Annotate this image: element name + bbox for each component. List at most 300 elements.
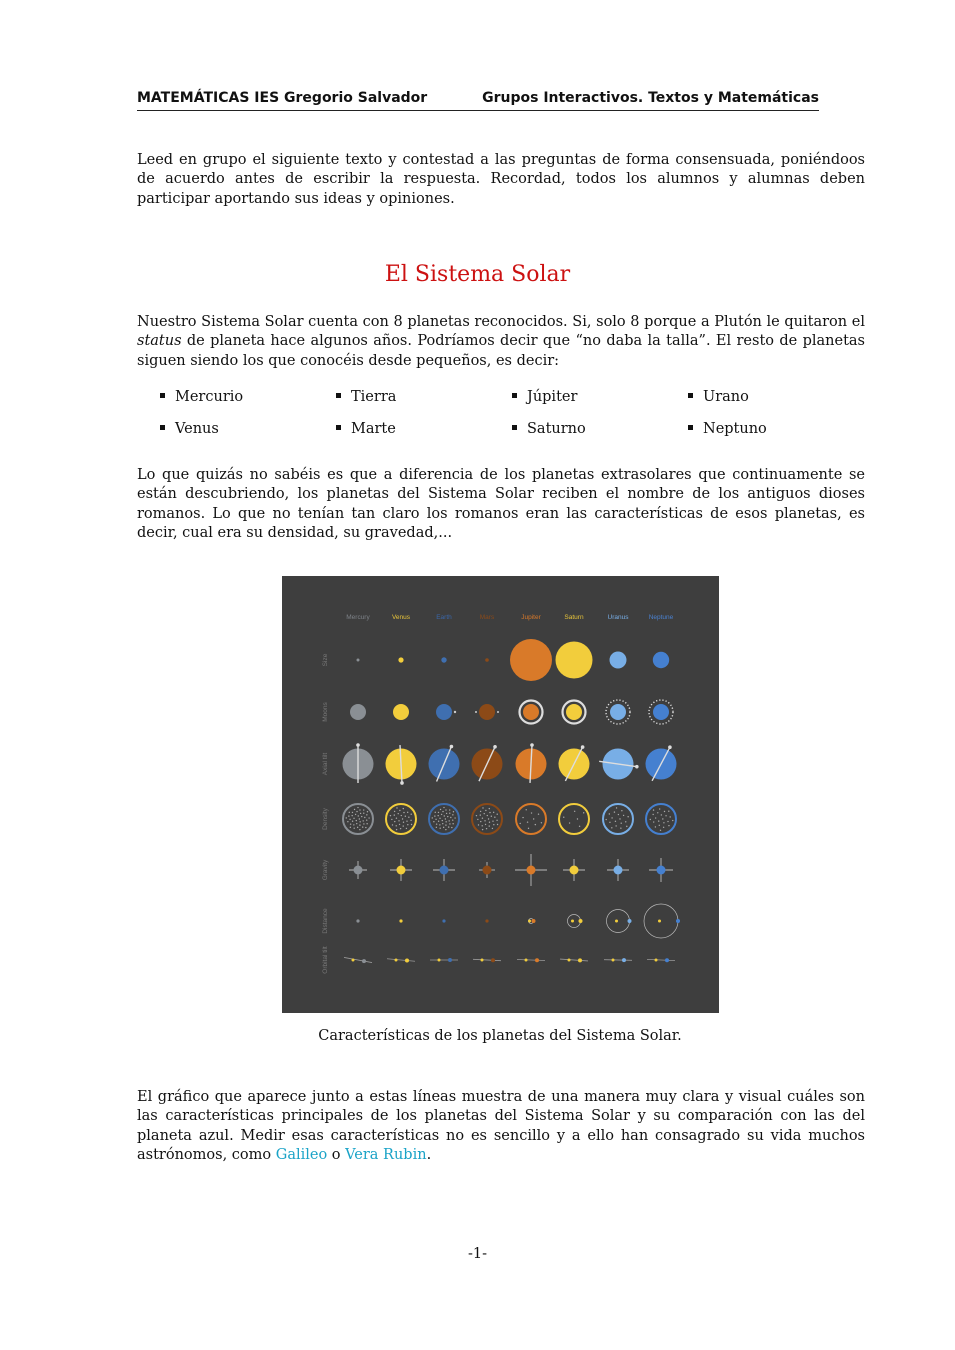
- density-dot: [522, 817, 523, 818]
- bullet-icon: [160, 425, 165, 430]
- density-dot: [445, 829, 446, 830]
- density-dot: [453, 811, 454, 812]
- density-dot: [367, 811, 368, 812]
- list-item-label: Tierra: [351, 389, 397, 405]
- density-dot: [611, 817, 612, 818]
- density-dot: [616, 807, 617, 808]
- density-dot: [480, 811, 481, 812]
- density-dot: [356, 820, 357, 821]
- page-number: -1-: [467, 1246, 488, 1262]
- density-dot: [398, 813, 399, 814]
- density-dot: [350, 827, 351, 828]
- density-dot: [394, 821, 395, 822]
- density-dot: [454, 817, 455, 818]
- density-dot: [359, 829, 360, 830]
- density-dot: [361, 816, 362, 817]
- link-vera-rubin[interactable]: Vera Rubin: [345, 1147, 427, 1164]
- density-dot: [626, 826, 627, 827]
- density-dot: [368, 817, 369, 818]
- distance-planet: [442, 919, 445, 922]
- sun-mark: [525, 959, 528, 962]
- density-dot: [348, 815, 349, 816]
- density-dot: [440, 809, 441, 810]
- density-dot: [489, 812, 490, 813]
- density-dot: [480, 814, 481, 815]
- density-dot: [621, 810, 622, 811]
- density-dot: [491, 816, 492, 817]
- size-mark: [398, 657, 403, 662]
- density-dot: [443, 827, 444, 828]
- density-dot: [346, 817, 347, 818]
- sun-mark: [352, 959, 355, 962]
- density-dot: [496, 820, 497, 821]
- section-title: El Sistema Solar: [384, 262, 571, 287]
- density-dot: [411, 824, 412, 825]
- density-dot: [407, 812, 408, 813]
- moons-planet: [610, 704, 626, 720]
- distance-planet: [485, 919, 488, 922]
- size-mark: [357, 659, 360, 662]
- paragraph-1-before: Nuestro Sistema Solar cuenta con 8 planetas reconocidos. Si, solo 8 porque a Plutón le quitaron el: [137, 314, 865, 330]
- density-dot: [519, 823, 520, 824]
- density-planet: [603, 804, 633, 834]
- sun-mark: [395, 959, 398, 962]
- density-dot: [663, 827, 664, 828]
- density-dot: [363, 809, 364, 810]
- density-dot: [445, 821, 446, 822]
- density-dot: [355, 814, 356, 815]
- density-dot: [406, 820, 407, 821]
- density-dot: [488, 818, 489, 819]
- density-dot: [577, 818, 578, 819]
- density-dot: [621, 822, 622, 823]
- density-dot: [363, 823, 364, 824]
- list-item: [336, 389, 396, 405]
- density-dot: [398, 820, 399, 821]
- density-dot: [439, 818, 440, 819]
- list-item-label: Saturno: [527, 421, 586, 437]
- density-dot: [655, 817, 656, 818]
- density-dot: [442, 823, 443, 824]
- density-dot: [352, 821, 353, 822]
- density-dot: [627, 816, 628, 817]
- list-item: [688, 421, 767, 437]
- density-dot: [353, 827, 354, 828]
- density-dot: [403, 822, 404, 823]
- density-planet: [472, 804, 502, 834]
- density-dot: [445, 809, 446, 810]
- density-dot: [364, 817, 365, 818]
- sun-mark: [438, 959, 441, 962]
- row-label: Orbital tilt: [322, 946, 329, 974]
- paragraph-1-italic: status: [137, 333, 182, 350]
- moons-planet: [479, 704, 495, 720]
- density-dot: [405, 816, 406, 817]
- orbital-tilt-line: [387, 959, 415, 961]
- row-label: Size: [322, 653, 329, 667]
- density-dot: [615, 825, 616, 826]
- orbital-tilt-line: [517, 960, 545, 961]
- orbital-tilt-line: [560, 959, 588, 961]
- density-dot: [391, 819, 392, 820]
- density-dot: [528, 828, 529, 829]
- list-item: [512, 421, 586, 437]
- density-dot: [476, 815, 477, 816]
- header-right: Grupos Interactivos. Textos y Matemáticas: [482, 90, 819, 106]
- density-dot: [362, 820, 363, 821]
- orbital-tilt-line: [647, 959, 675, 960]
- axis-tip: [400, 781, 404, 785]
- paragraph-3: [137, 1088, 865, 1166]
- density-dot: [482, 807, 483, 808]
- density-dot: [660, 830, 661, 831]
- axis-tip: [668, 745, 672, 749]
- paragraph-3-end: .: [426, 1147, 432, 1164]
- density-dot: [486, 828, 487, 829]
- density-dot: [492, 828, 493, 829]
- density-dot: [445, 818, 446, 819]
- density-dot: [403, 808, 404, 809]
- row-label: Moons: [322, 702, 329, 722]
- density-dot: [365, 827, 366, 828]
- density-dot: [352, 812, 353, 813]
- density-dot: [435, 812, 436, 813]
- planet-column-label: Neptune: [648, 614, 674, 621]
- density-dot: [432, 817, 433, 818]
- orbital-tilt-planet: [362, 959, 366, 963]
- distance-planet: [579, 919, 583, 923]
- orbital-tilt-planet: [622, 958, 626, 962]
- density-dot: [668, 825, 669, 826]
- density-dot: [392, 824, 393, 825]
- density-dot: [444, 815, 445, 816]
- sun-mark: [655, 959, 658, 962]
- density-dot: [619, 818, 620, 819]
- density-dot: [363, 813, 364, 814]
- planet-list: [160, 389, 860, 449]
- density-dot: [482, 825, 483, 826]
- planet-column-label: Mercury: [346, 614, 370, 621]
- paragraph-1-after: de planeta hace algunos años. Podríamos decir que “no daba la talla”. El resto de planetas siguen siendo los que conocéis desde pequeños, es decir:: [137, 333, 865, 369]
- density-dot: [359, 818, 360, 819]
- density-dot: [615, 821, 616, 822]
- bullet-icon: [512, 425, 517, 430]
- density-dot: [411, 814, 412, 815]
- density-dot: [402, 818, 403, 819]
- orbital-tilt-line: [604, 960, 632, 961]
- distance-planet: [399, 919, 402, 922]
- density-dot: [448, 820, 449, 821]
- density-dot: [665, 815, 666, 816]
- orbital-tilt-planet: [405, 959, 409, 963]
- density-dot: [350, 823, 351, 824]
- density-dot: [583, 812, 584, 813]
- density-dot: [442, 811, 443, 812]
- density-dot: [349, 819, 350, 820]
- density-dot: [526, 809, 527, 810]
- density-dot: [449, 813, 450, 814]
- axis-tip: [581, 745, 585, 749]
- list-item: [512, 389, 577, 405]
- axis-tip: [635, 765, 639, 769]
- density-dot: [535, 824, 536, 825]
- density-dot: [441, 814, 442, 815]
- density-dot: [614, 811, 615, 812]
- density-dot: [611, 827, 612, 828]
- density-dot: [359, 821, 360, 822]
- density-dot: [446, 813, 447, 814]
- density-dot: [668, 811, 669, 812]
- density-dot: [480, 821, 481, 822]
- bullet-icon: [160, 393, 165, 398]
- distance-planet: [628, 919, 632, 923]
- density-dot: [579, 826, 580, 827]
- density-dot: [451, 827, 452, 828]
- density-dot: [448, 826, 449, 827]
- density-dot: [436, 827, 437, 828]
- figure-caption: Características de los planetas del Sistema Solar.: [318, 1028, 682, 1044]
- density-dot: [485, 824, 486, 825]
- size-mark: [441, 657, 446, 662]
- paragraph-3-mid: o: [327, 1147, 346, 1164]
- density-dot: [478, 824, 479, 825]
- list-item: [160, 389, 243, 405]
- bullet-icon: [336, 425, 341, 430]
- density-dot: [390, 815, 391, 816]
- density-dot: [439, 827, 440, 828]
- density-dot: [482, 817, 483, 818]
- density-dot: [484, 820, 485, 821]
- density-dot: [489, 808, 490, 809]
- density-dot: [605, 819, 606, 820]
- density-dot: [658, 820, 659, 821]
- gravity-planet: [614, 866, 623, 875]
- density-dot: [625, 821, 626, 822]
- density-dot: [366, 814, 367, 815]
- orbital-tilt-line: [473, 959, 501, 960]
- moon-mark: [497, 711, 499, 713]
- size-mark: [510, 639, 552, 681]
- density-dot: [652, 814, 653, 815]
- density-dot: [359, 809, 360, 810]
- gravity-planet: [354, 866, 363, 875]
- moons-planet: [523, 704, 539, 720]
- density-dot: [667, 821, 668, 822]
- density-dot: [360, 813, 361, 814]
- density-dot: [410, 820, 411, 821]
- density-dot: [396, 807, 397, 808]
- moon-mark: [454, 711, 456, 713]
- axis-tip: [530, 743, 534, 747]
- density-dot: [482, 829, 483, 830]
- density-dot: [664, 811, 665, 812]
- list-item-label: Neptuno: [703, 421, 767, 437]
- density-dot: [659, 808, 660, 809]
- density-dot: [538, 814, 539, 815]
- density-dot: [657, 812, 658, 813]
- density-dot: [394, 814, 395, 815]
- moons-planet: [350, 704, 366, 720]
- density-dot: [669, 816, 670, 817]
- list-item-label: Mercurio: [175, 389, 244, 405]
- bullet-icon: [688, 425, 693, 430]
- row-label: Distance: [322, 908, 329, 934]
- density-dot: [406, 828, 407, 829]
- planet-column-label: Venus: [391, 614, 411, 621]
- link-galileo[interactable]: Galileo: [275, 1147, 328, 1164]
- density-dot: [450, 817, 451, 818]
- density-dot: [396, 829, 397, 830]
- density-dot: [399, 810, 400, 811]
- density-dot: [497, 824, 498, 825]
- moon-mark: [475, 711, 477, 713]
- density-planet: [559, 804, 589, 834]
- density-dot: [358, 815, 359, 816]
- density-dot: [434, 815, 435, 816]
- list-item-label: Júpiter: [527, 389, 578, 405]
- axis-tip: [356, 743, 360, 747]
- density-dot: [403, 825, 404, 826]
- size-mark: [556, 642, 593, 679]
- solar-system-infographic: [282, 576, 719, 1013]
- density-dot: [357, 807, 358, 808]
- planet-column-label: Saturn: [564, 614, 584, 621]
- density-dot: [477, 819, 478, 820]
- sun-mark: [528, 920, 531, 923]
- density-dot: [366, 823, 367, 824]
- planet-column-label: Earth: [436, 614, 452, 621]
- size-mark: [485, 658, 489, 662]
- gravity-planet: [483, 866, 492, 875]
- density-dot: [445, 824, 446, 825]
- distance-planet: [532, 919, 536, 923]
- density-dot: [661, 814, 662, 815]
- distance-planet: [676, 919, 680, 923]
- density-dot: [533, 818, 534, 819]
- orbital-tilt-line: [344, 957, 372, 962]
- density-dot: [356, 823, 357, 824]
- density-dot: [396, 825, 397, 826]
- planet-column-label: Mars: [479, 614, 495, 621]
- density-dot: [662, 818, 663, 819]
- density-dot: [399, 824, 400, 825]
- density-dot: [531, 812, 532, 813]
- density-dot: [563, 816, 564, 817]
- density-dot: [494, 817, 495, 818]
- bullet-icon: [688, 393, 693, 398]
- density-dot: [396, 817, 397, 818]
- sun-mark: [571, 920, 574, 923]
- page-header: [137, 90, 819, 111]
- infographic-svg: [282, 576, 719, 1013]
- intro-paragraph: Leed en grupo el siguiente texto y contestad a las preguntas de forma consensuada, poniéndoos de acuerdo antes de escribir la respuesta. Recordad, todos los alumnos y alumnas deben participar aportando sus ideas y opiniones.: [137, 152, 865, 207]
- density-dot: [437, 815, 438, 816]
- row-label: Axial tilt: [322, 752, 329, 776]
- density-dot: [623, 815, 624, 816]
- density-dot: [449, 823, 450, 824]
- list-item-label: Venus: [175, 421, 219, 437]
- paragraph-2: Lo que quizás no sabéis es que a diferencia de los planetas extrasolares que continuamente se están descubriendo, los planetas del Sistema Solar reciben el nombre de los antiguos dioses romanos. Lo que no tenían tan claro los romanos eran las características de esos planetas, es decir, cual era su densidad, su gravedad,...: [137, 467, 865, 542]
- density-dot: [443, 807, 444, 808]
- row-label: Gravity: [322, 859, 329, 881]
- density-planet: [516, 804, 546, 834]
- orbital-tilt-planet: [578, 958, 582, 962]
- density-dot: [609, 813, 610, 814]
- sun-mark: [612, 959, 615, 962]
- gravity-planet: [570, 866, 579, 875]
- sun-mark: [568, 959, 571, 962]
- moons-planet: [393, 704, 409, 720]
- orbital-tilt-planet: [448, 958, 452, 962]
- density-dot: [353, 818, 354, 819]
- density-dot: [609, 822, 610, 823]
- density-dot: [436, 823, 437, 824]
- axis-tip: [493, 745, 497, 749]
- density-dot: [435, 819, 436, 820]
- orbital-tilt-planet: [535, 958, 539, 962]
- density-dot: [452, 819, 453, 820]
- orbital-tilt-planet: [665, 958, 669, 962]
- density-dot: [569, 822, 570, 823]
- planet-column-label: Uranus: [607, 614, 629, 621]
- density-dot: [403, 812, 404, 813]
- gravity-planet: [527, 866, 536, 875]
- moons-planet: [566, 704, 582, 720]
- density-dot: [356, 811, 357, 812]
- density-dot: [438, 812, 439, 813]
- density-dot: [433, 821, 434, 822]
- gravity-planet: [440, 866, 449, 875]
- density-dot: [354, 809, 355, 810]
- density-dot: [620, 827, 621, 828]
- density-dot: [452, 823, 453, 824]
- list-item-label: Urano: [703, 389, 749, 405]
- list-item-label: Marte: [351, 421, 396, 437]
- density-dot: [359, 824, 360, 825]
- density-dot: [408, 817, 409, 818]
- density-dot: [618, 814, 619, 815]
- header-left: MATEMÁTICAS IES Gregorio Salvador: [137, 90, 428, 106]
- density-dot: [347, 821, 348, 822]
- density-dot: [655, 826, 656, 827]
- density-dot: [362, 826, 363, 827]
- density-dot: [401, 815, 402, 816]
- density-dot: [493, 824, 494, 825]
- density-dot: [439, 824, 440, 825]
- density-dot: [394, 811, 395, 812]
- density-dot: [527, 821, 528, 822]
- list-item: [336, 421, 396, 437]
- density-dot: [489, 825, 490, 826]
- density-dot: [653, 809, 654, 810]
- density-dot: [659, 825, 660, 826]
- density-dot: [493, 812, 494, 813]
- density-dot: [541, 822, 542, 823]
- density-dot: [351, 815, 352, 816]
- moons-planet: [436, 704, 452, 720]
- density-dot: [407, 824, 408, 825]
- density-dot: [492, 820, 493, 821]
- density-dot: [489, 822, 490, 823]
- density-dot: [442, 820, 443, 821]
- bullet-icon: [512, 393, 517, 398]
- list-item: [688, 389, 749, 405]
- gravity-planet: [657, 866, 666, 875]
- density-dot: [452, 814, 453, 815]
- density-dot: [349, 812, 350, 813]
- density-dot: [653, 821, 654, 822]
- planet-column-label: Jupiter: [521, 614, 541, 621]
